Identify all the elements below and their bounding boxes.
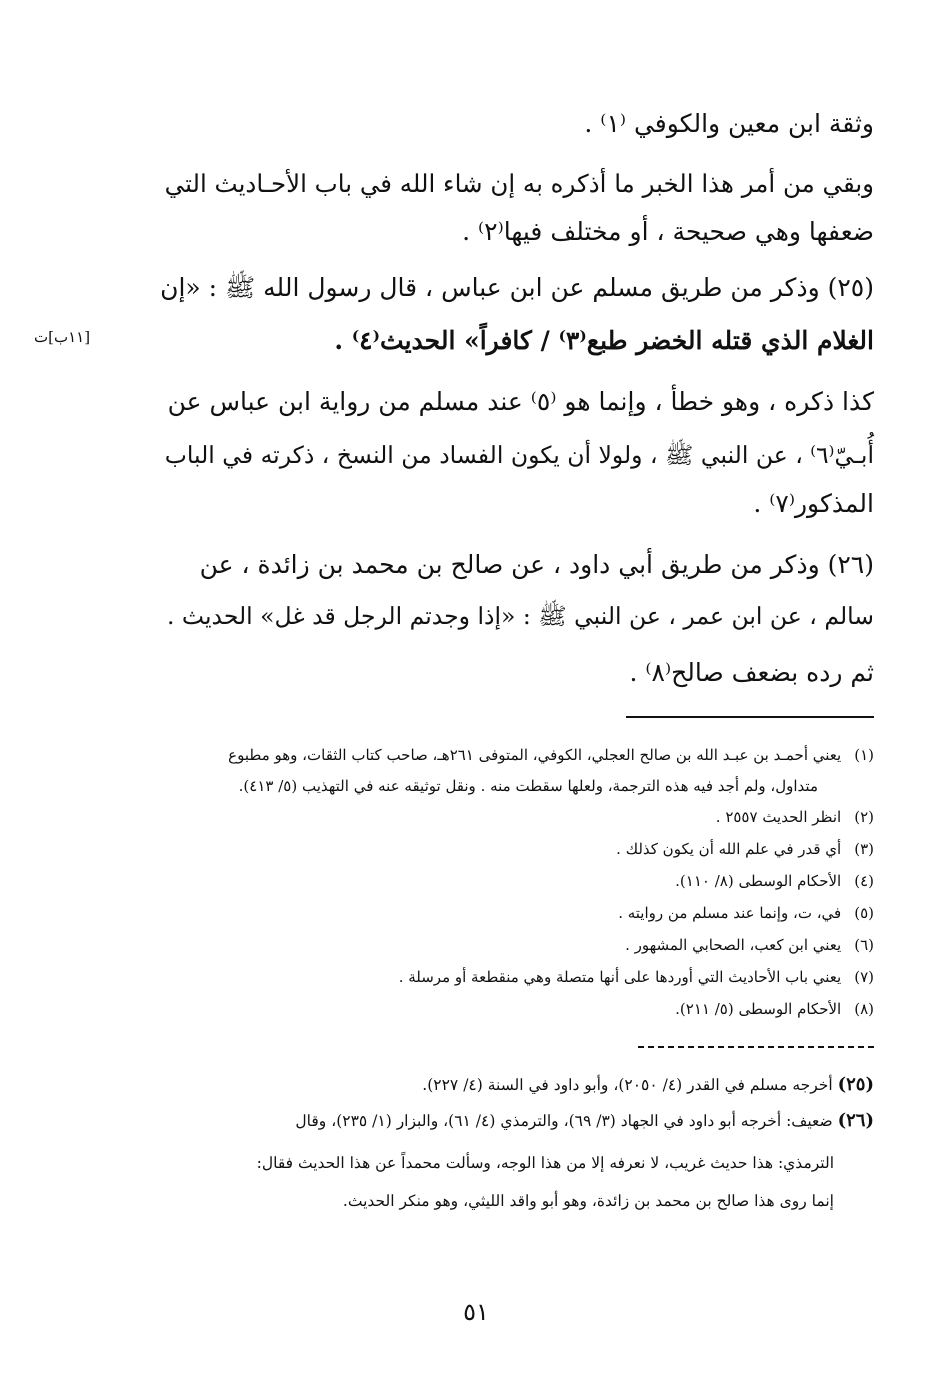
main-line-3: ضعفها وهي صحيحة ، أو مختلف فيها⁽٢⁾ . — [462, 217, 874, 246]
footnote-2: (٢) انظر الحديث ٢٥٥٧ . — [715, 808, 874, 826]
footnote-5: (٥) في، ت، وإنما عند مسلم من روايته . — [618, 904, 874, 922]
hadith-25-line-2: الغلام الذي قتله الخضر طبع⁽٣⁾ / كافراً» الحديث⁽٤⁾ . — [334, 326, 874, 355]
takhrij-separator — [638, 1046, 874, 1048]
main-line-7: أُبـيّ⁽٦⁾ ، عن النبي ﷺ ، ولولا أن يكون الفساد من النسخ ، ذكرته في الباب — [164, 441, 874, 469]
main-line-1: وثقة ابن معين والكوفي ⁽١⁾ . — [584, 109, 874, 138]
footnote-8: (٨) الأحكام الوسطى (٥/ ٢١١). — [675, 1000, 874, 1018]
takhrij-26-cont-2: إنما روى هذا صالح بن محمد بن زائدة، وهو أبو واقد الليثي، وهو منكر الحديث. — [342, 1192, 834, 1210]
footnote-6: (٦) يعني ابن كعب، الصحابي المشهور . — [625, 936, 874, 954]
main-line-11: ثم رده بضعف صالح⁽٨⁾ . — [629, 658, 874, 687]
footnote-1: (١) يعني أحمـد بن عبـد الله بن صالح العجلي، الكوفي، المتوفى ٢٦١هـ، صاحب كتاب الثقات، وهو مطبوع — [228, 746, 874, 764]
takhrij-26-cont-1: الترمذي: هذا حديث غريب، لا نعرفه إلا من هذا الوجه، وسألت محمداً عن هذا الحديث فقال: — [256, 1154, 834, 1172]
takhrij-25: (٢٥) أخرجه مسلم في القدر (٤/ ٢٠٥٠)، وأبو داود في السنة (٤/ ٢٢٧). — [422, 1074, 874, 1095]
takhrij-26: (٢٦) ضعيف: أخرجه أبو داود في الجهاد (٣/ ٦٩)، والترمذي (٤/ ٦١)، والبزار (١/ ٢٣٥)، وقال — [295, 1110, 874, 1131]
hadith-26-line-1: (٢٦) وذكر من طريق أبي داود ، عن صالح بن محمد بن زائدة ، عن — [199, 550, 874, 579]
footnote-separator — [626, 716, 874, 718]
footnote-7: (٧) يعني باب الأحاديث التي أوردها على أنها متصلة وهي منقطعة أو مرسلة . — [398, 968, 874, 986]
hadith-25-line-1: (٢٥) وذكر من طريق مسلم عن ابن عباس ، قال رسول الله ﷺ : «إن — [160, 273, 874, 302]
footnote-4: (٤) الأحكام الوسطى (٨/ ١١٠). — [675, 872, 874, 890]
main-line-2: وبقي من أمر هذا الخبر ما أذكره به إن شاء الله في باب الأحـاديث التي — [164, 169, 874, 198]
footnote-1-cont: متداول، ولم أجد فيه هذه الترجمة، ولعلها سقطت منه . ونقل توثيقه عنه في التهذيب (٥/ ٤١٣). — [238, 777, 818, 795]
folio-marker: [١١ب]ت — [34, 328, 91, 346]
footnote-3: (٣) أي قدر في علم الله أن يكون كذلك . — [616, 840, 874, 858]
main-line-8: المذكور⁽٧⁾ . — [753, 489, 874, 518]
hadith-26-line-2: سالم ، عن ابن عمر ، عن النبي ﷺ : «إذا وجدتم الرجل قد غل» الحديث . — [166, 602, 874, 630]
page-number: ٥١ — [463, 1298, 489, 1326]
main-line-6: كذا ذكره ، وهو خطأ ، وإنما هو ⁽٥⁾ عند مسلم من رواية ابن عباس عن — [167, 387, 874, 416]
